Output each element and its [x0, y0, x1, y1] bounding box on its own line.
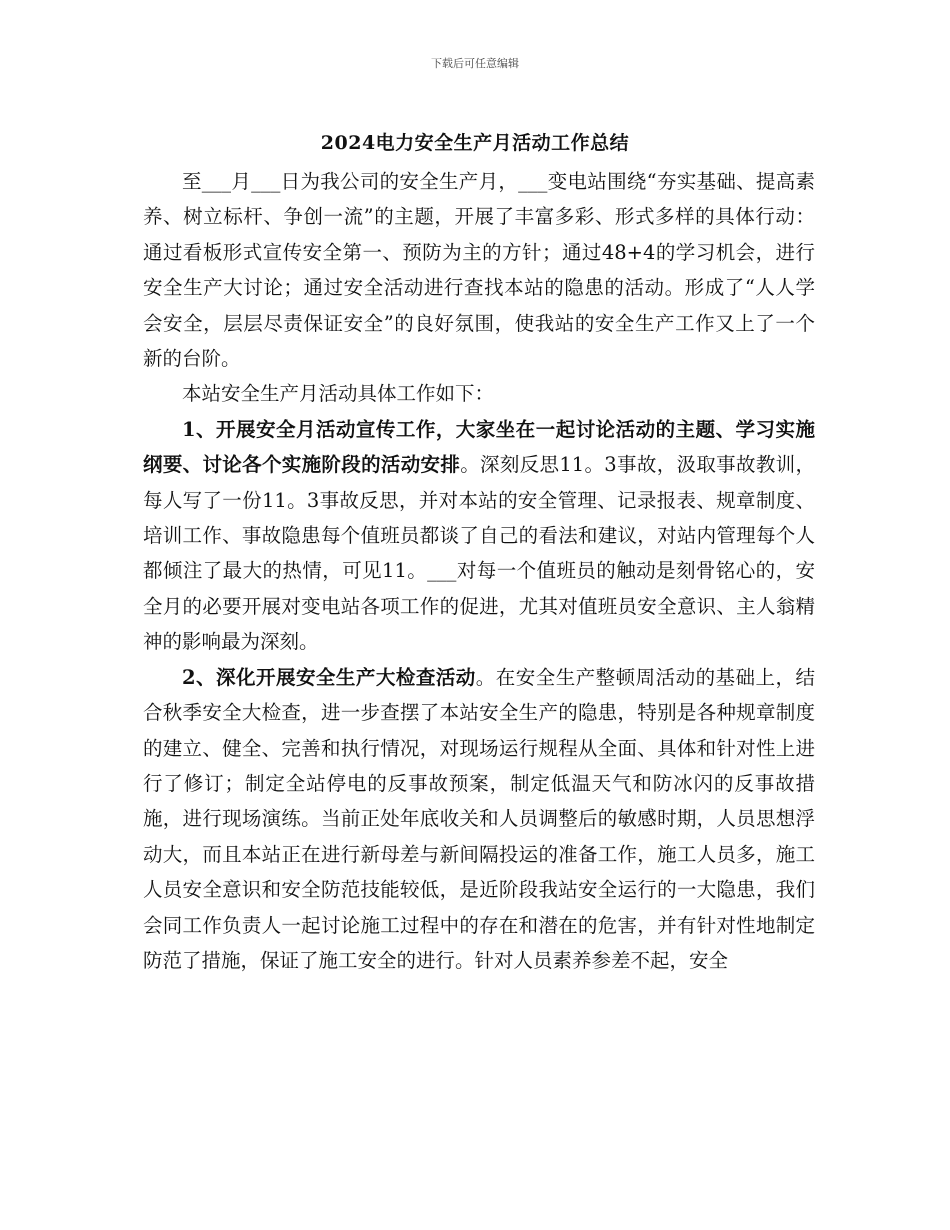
item-1-heading: 1、开展安全月活动宣传工作，大家坐在一起讨论活动的主题、学习实施纲要、讨论各个实施阶段的活动安排: [143, 417, 815, 477]
page-header-note: 下载后可任意编辑: [431, 57, 519, 70]
item-2-body: 。在安全生产整顿周活动的基础上，结合秋季安全大检查，进一步查摆了本站安全生产的隐患，特别是各种规章制度的建立、健全、完善和执行情况，对现场运行规程从全面、具体和针对性上进行了修订；制定全站停电的反事故预案，制定低温天气和防冰闪的反事故措施，进行现场演练。当前正处年底收关和人员调整后的敏感时期，人员思想浮动大，而且本站正在进行新母差与新间隔投运的准备工作，施工人员多，施工人员安全意识和安全防范技能较低，是近阶段我站安全运行的一大隐患，我们会同工作负责人一起讨论施工过程中的存在和潜在的危害，并有针对性地制定防范了措施，保证了施工安全的进行。针对人员素养参差不起，安全: [143, 665, 815, 972]
intro-paragraph: 至___月___日为我公司的安全生产月，___变电站围绕“夯实基础、提高素养、树立标杆、争创一流”的主题，开展了丰富多彩、形式多样的具体行动：通过看板形式宣传安全第一、预防为主的方针；通过48+4的学习机会，进行安全生产大讨论；通过安全活动进行查找本站的隐患的活动。形成了“人人学会安全，层层尽责保证安全”的良好氛围，使我站的安全生产工作又上了一个新的台阶。: [143, 170, 815, 371]
list-intro-paragraph: 本站安全生产月活动具体工作如下：: [182, 382, 495, 406]
item-2-paragraph: [143, 660, 815, 979]
item-2-heading: 2、深化开展安全生产大检查活动: [182, 665, 476, 689]
document-title: 2024电力安全生产月活动工作总结: [320, 132, 630, 154]
item-1-body: 。深刻反思11。3事故，汲取事故教训，每人写了一份11。3事故反思，并对本站的安全管理、记录报表、规章制度、培训工作、事故隐患每个值班员都谈了自己的看法和建议，对站内管理每个人都倾注了最大的热情，可见11。___对每一个值班员的触动是刻骨铭心的，安全月的必要开展对变电站各项工作的促进，尤其对值班员安全意识、主人翁精神的影响最为深刻。: [143, 453, 815, 654]
document-body: [143, 164, 815, 978]
item-1-paragraph: [143, 412, 815, 660]
